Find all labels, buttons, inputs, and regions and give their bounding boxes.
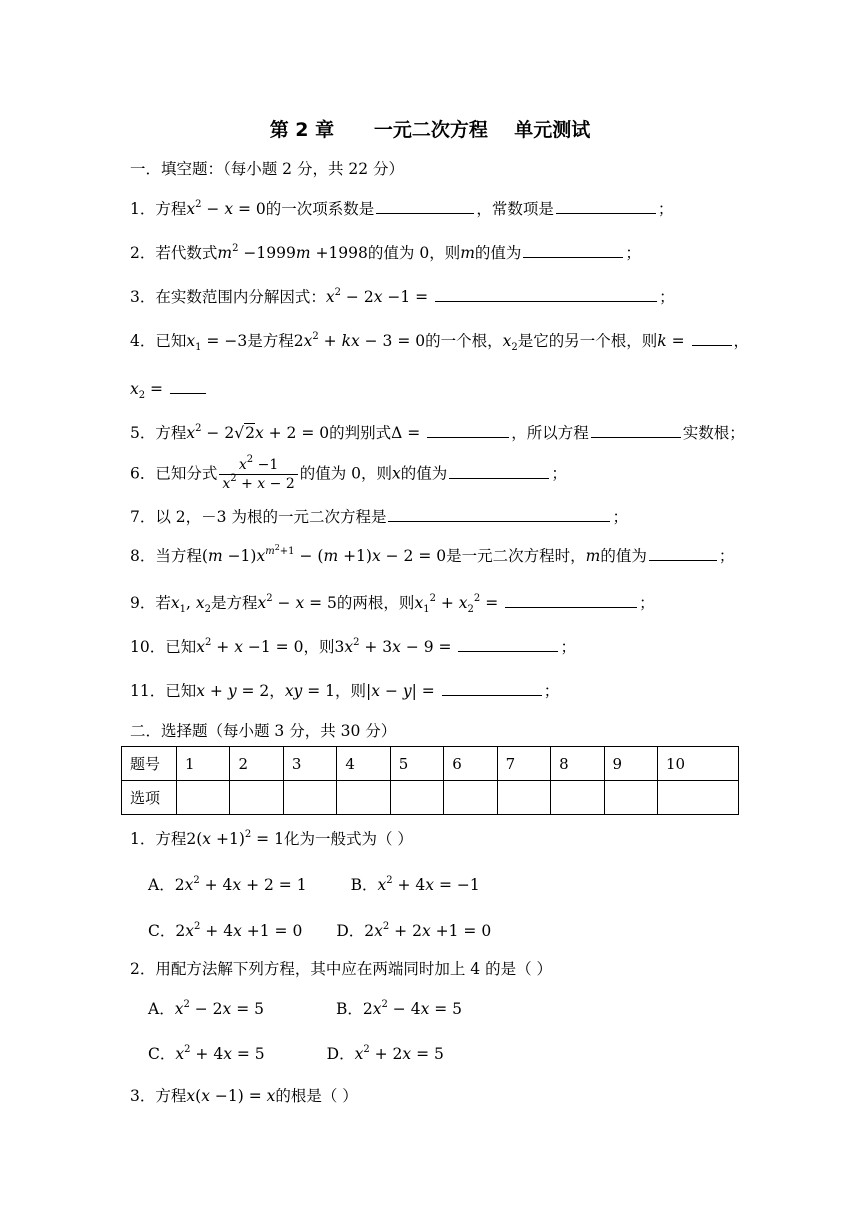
answer-blank[interactable] [170, 378, 206, 394]
table-cell: 1 [177, 747, 230, 781]
answer-blank[interactable] [442, 680, 542, 696]
page-title: 第 2 章 一元二次方程 单元测试 [269, 119, 591, 141]
answer-blank[interactable] [505, 592, 637, 608]
fill-question-9: 9．若$x_1$, $x_2$是方程$x^2 - x = 5$的两根，则$x_1^2 + x_2^2$ = ； [130, 593, 655, 615]
table-cell: 9 [604, 747, 657, 781]
table-cell: 10 [657, 747, 738, 781]
answer-cell[interactable] [657, 781, 738, 815]
answer-cell[interactable] [444, 781, 497, 815]
answer-blank[interactable] [449, 463, 549, 479]
answer-blank[interactable] [388, 506, 610, 522]
answer-blank[interactable] [376, 198, 474, 214]
table-cell: 5 [390, 747, 443, 781]
choice-question-1: 1．方程$2(x +1)^2 = 1$化为一般式为（ ） [130, 829, 413, 848]
fill-question-2: 2．若代数式$m^2 -1999m +1998$的值为 0，则m的值为 ； [130, 243, 641, 262]
answer-blank[interactable] [427, 422, 509, 438]
table-row [122, 781, 739, 815]
choice-question-3: 3．方程x(x −1) = x的根是（ ） [130, 1087, 358, 1105]
answer-blank[interactable] [649, 545, 717, 561]
table-cell: 2 [230, 747, 283, 781]
fill-question-6: 6．已知分式 $\frac{x^2 -1}{x^2 + x - 2}$ 的值为 0，则x的值为 ； [130, 454, 567, 492]
answer-blank[interactable] [556, 198, 656, 214]
table-row [122, 747, 739, 781]
fill-question-1: 1．方程$x^2 - x = 0$的一次项系数是 ，常数项是 ； [130, 199, 674, 218]
answer-cell[interactable] [497, 781, 550, 815]
fraction: $\frac{x^2 -1}{x^2 + x - 2}$ [219, 456, 297, 493]
answer-cell[interactable] [551, 781, 604, 815]
answer-cell[interactable] [604, 781, 657, 815]
answer-cell[interactable] [283, 781, 336, 815]
fill-question-5: 5．方程$x^2 - 2√2x + 2 = 0$的判别式Δ = ，所以方程 实数根； [130, 423, 745, 442]
answer-cell[interactable] [390, 781, 443, 815]
answer-cell[interactable] [230, 781, 283, 815]
section-2-heading: 二．选择题（每小题 3 分，共 30 分） [130, 722, 397, 740]
table-cell: 8 [551, 747, 604, 781]
choice-question-2: 2．用配方法解下列方程，其中应在两端同时加上 4 的是（ ） [130, 960, 553, 978]
fill-question-8: 8．当方程$(m -1)x^{m^2+1} - (m +1)x - 2 = 0$是一元二次方程时，m的值为 ； [130, 543, 735, 565]
answer-blank[interactable] [458, 636, 558, 652]
choice-options-ab: A．$2x^2 + 4x + 2 = 1$ B．$x^2 + 4x = -1$ [148, 875, 480, 894]
section-1-heading: 一．填空题：（每小题 2 分，共 22 分） [130, 160, 405, 178]
fill-question-4: 4．已知$x_1 = -3$是方程$2x^2$ + kx − 3 = 0的一个根，$x_2$是它的另一个根，则k = ， [130, 331, 750, 353]
answer-blank[interactable] [591, 422, 681, 438]
fill-question-10: 10．已知$x^2 + x -1 = 0$，则$3x^2 + 3x - 9$ = ； [130, 637, 576, 656]
table-cell: 4 [337, 747, 390, 781]
choice-options-cd: C．$x^2 + 4x = 5$ D．$x^2 + 2x = 5$ [148, 1044, 444, 1063]
fill-question-7: 7．以 2，－3 为根的一元二次方程是 ； [130, 508, 628, 526]
table-row-header: 题号 [122, 747, 177, 781]
answer-table [121, 746, 739, 815]
fill-question-3: 3．在实数范围内分解因式：$x^2 - 2x -1$ = ； [130, 287, 675, 306]
table-row-header: 选项 [122, 781, 177, 815]
answer-cell[interactable] [337, 781, 390, 815]
table-cell: 7 [497, 747, 550, 781]
table-cell: 6 [444, 747, 497, 781]
answer-blank[interactable] [523, 242, 623, 258]
fill-question-4-continued: $x_2$ = [130, 378, 208, 400]
answer-cell[interactable] [177, 781, 230, 815]
choice-options-ab: A．$x^2 - 2x = 5$ B．$2x^2 - 4x = 5$ [148, 999, 463, 1018]
fill-question-11: 11．已知x + y = 2，xy = 1，则|x − y| = ； [130, 682, 560, 700]
choice-options-cd: C．$2x^2 + 4x +1 = 0$ D．$2x^2 + 2x +1 = 0$ [148, 921, 492, 940]
table-cell: 3 [283, 747, 336, 781]
answer-blank[interactable] [435, 286, 657, 302]
answer-blank[interactable] [692, 330, 732, 346]
